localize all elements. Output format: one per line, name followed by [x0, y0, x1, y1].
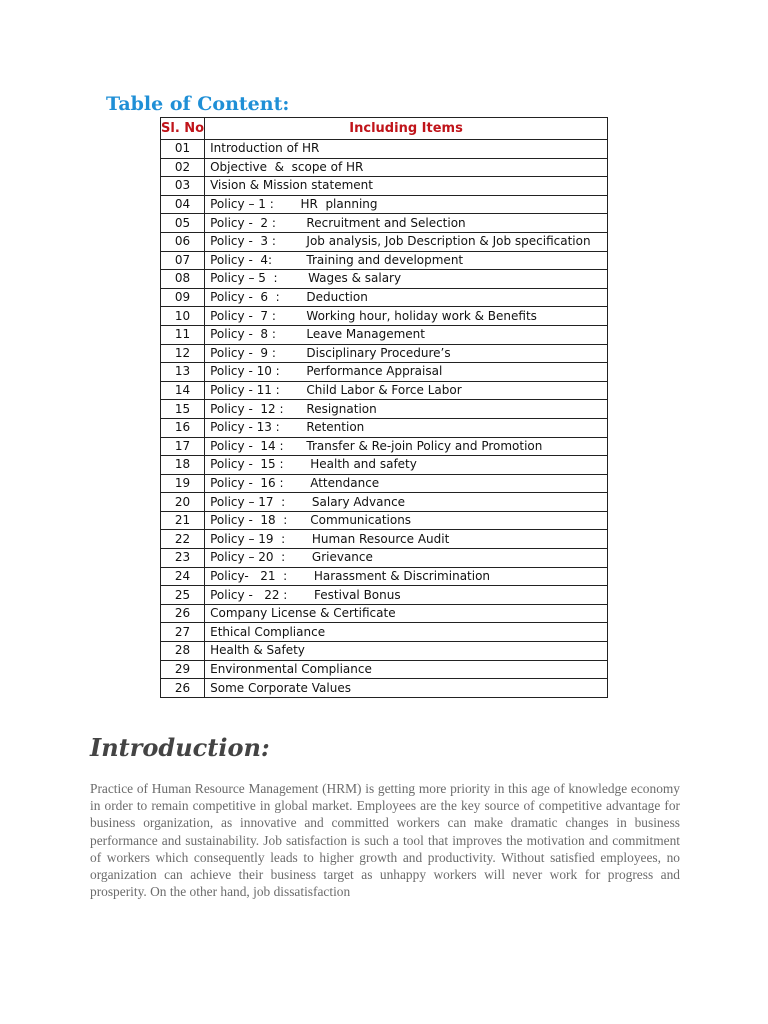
row-number: 01 — [161, 140, 205, 159]
row-item: Policy - 10 : Performance Appraisal — [205, 363, 608, 382]
row-number: 06 — [161, 232, 205, 251]
row-number: 22 — [161, 530, 205, 549]
row-number: 19 — [161, 474, 205, 493]
table-row — [161, 418, 608, 437]
table-row — [161, 567, 608, 586]
row-number: 03 — [161, 177, 205, 196]
toc-table — [160, 117, 608, 698]
row-item: Policy- 21 : Harassment & Discrimination — [205, 567, 608, 586]
row-item: Policy - 18 : Communications — [205, 511, 608, 530]
row-number: 02 — [161, 158, 205, 177]
row-number: 07 — [161, 251, 205, 270]
table-row — [161, 660, 608, 679]
row-item: Policy - 16 : Attendance — [205, 474, 608, 493]
row-number: 17 — [161, 437, 205, 456]
row-number: 28 — [161, 642, 205, 661]
table-row — [161, 493, 608, 512]
introduction-heading: Introduction: — [90, 733, 270, 762]
row-item: Ethical Compliance — [205, 623, 608, 642]
row-item: Policy - 2 : Recruitment and Selection — [205, 214, 608, 233]
toc-body — [161, 140, 608, 698]
row-item: Health & Safety — [205, 642, 608, 661]
row-number: 05 — [161, 214, 205, 233]
table-row — [161, 214, 608, 233]
row-item: Policy - 9 : Disciplinary Procedure’s — [205, 344, 608, 363]
table-row — [161, 344, 608, 363]
table-row — [161, 325, 608, 344]
row-number: 09 — [161, 288, 205, 307]
row-number: 27 — [161, 623, 205, 642]
row-item: Environmental Compliance — [205, 660, 608, 679]
table-row — [161, 474, 608, 493]
row-number: 25 — [161, 586, 205, 605]
row-item: Policy - 12 : Resignation — [205, 400, 608, 419]
row-item: Policy - 11 : Child Labor & Force Labor — [205, 381, 608, 400]
row-item: Policy – 20 : Grievance — [205, 549, 608, 568]
row-number: 04 — [161, 195, 205, 214]
table-row — [161, 604, 608, 623]
row-item: Some Corporate Values — [205, 679, 608, 698]
row-item: Introduction of HR — [205, 140, 608, 159]
row-item: Policy - 14 : Transfer & Re-join Policy and Promotion — [205, 437, 608, 456]
row-item: Policy – 1 : HR planning — [205, 195, 608, 214]
table-row — [161, 511, 608, 530]
table-row — [161, 456, 608, 475]
row-number: 24 — [161, 567, 205, 586]
row-number: 23 — [161, 549, 205, 568]
table-row — [161, 400, 608, 419]
table-row — [161, 307, 608, 326]
row-item: Policy – 19 : Human Resource Audit — [205, 530, 608, 549]
row-number: 10 — [161, 307, 205, 326]
row-item: Policy - 8 : Leave Management — [205, 325, 608, 344]
row-number: 21 — [161, 511, 205, 530]
table-row — [161, 363, 608, 382]
table-row — [161, 530, 608, 549]
table-row — [161, 642, 608, 661]
table-row — [161, 679, 608, 698]
row-number: 13 — [161, 363, 205, 382]
row-item: Policy - 4: Training and development — [205, 251, 608, 270]
toc-heading: Table of Content: — [106, 93, 290, 115]
table-row — [161, 623, 608, 642]
table-row — [161, 381, 608, 400]
row-item: Vision & Mission statement — [205, 177, 608, 196]
row-number: 29 — [161, 660, 205, 679]
table-row — [161, 195, 608, 214]
row-item: Policy - 13 : Retention — [205, 418, 608, 437]
row-number: 20 — [161, 493, 205, 512]
column-header-item: Including Items — [205, 118, 608, 140]
table-row — [161, 140, 608, 159]
column-header-no: Sl. No — [161, 118, 205, 140]
row-item: Company License & Certificate — [205, 604, 608, 623]
table-row — [161, 549, 608, 568]
row-item: Policy – 17 : Salary Advance — [205, 493, 608, 512]
row-number: 11 — [161, 325, 205, 344]
row-item: Objective & scope of HR — [205, 158, 608, 177]
toc-header-row — [161, 118, 608, 140]
table-row — [161, 232, 608, 251]
row-number: 08 — [161, 270, 205, 289]
row-number: 14 — [161, 381, 205, 400]
row-number: 26 — [161, 679, 205, 698]
table-row — [161, 437, 608, 456]
row-item: Policy - 7 : Working hour, holiday work & Benefits — [205, 307, 608, 326]
row-item: Policy - 22 : Festival Bonus — [205, 586, 608, 605]
table-row — [161, 158, 608, 177]
row-item: Policy - 3 : Job analysis, Job Description & Job specification — [205, 232, 608, 251]
row-number: 16 — [161, 418, 205, 437]
table-row — [161, 288, 608, 307]
row-number: 12 — [161, 344, 205, 363]
introduction-paragraph: Practice of Human Resource Management (HRM) is getting more priority in this age of knowledge economy in order to remain competitive in global market. Employees are the key source of competitive advantage for business organization, as innovative and committed workers can make dramatic changes in business performance and sustainability. Job satisfaction is such a tool that improves the motivation and commitment of workers which consequently leads to higher growth and productivity. Without satisfied employees, no organization can achieve their business target as unhappy workers will never work for progress and prosperity. On the other hand, job dissatisfaction — [90, 781, 680, 900]
table-row — [161, 270, 608, 289]
row-number: 15 — [161, 400, 205, 419]
row-number: 18 — [161, 456, 205, 475]
row-item: Policy - 15 : Health and safety — [205, 456, 608, 475]
row-item: Policy - 6 : Deduction — [205, 288, 608, 307]
table-row — [161, 177, 608, 196]
row-item: Policy – 5 : Wages & salary — [205, 270, 608, 289]
row-number: 26 — [161, 604, 205, 623]
table-row — [161, 586, 608, 605]
table-row — [161, 251, 608, 270]
